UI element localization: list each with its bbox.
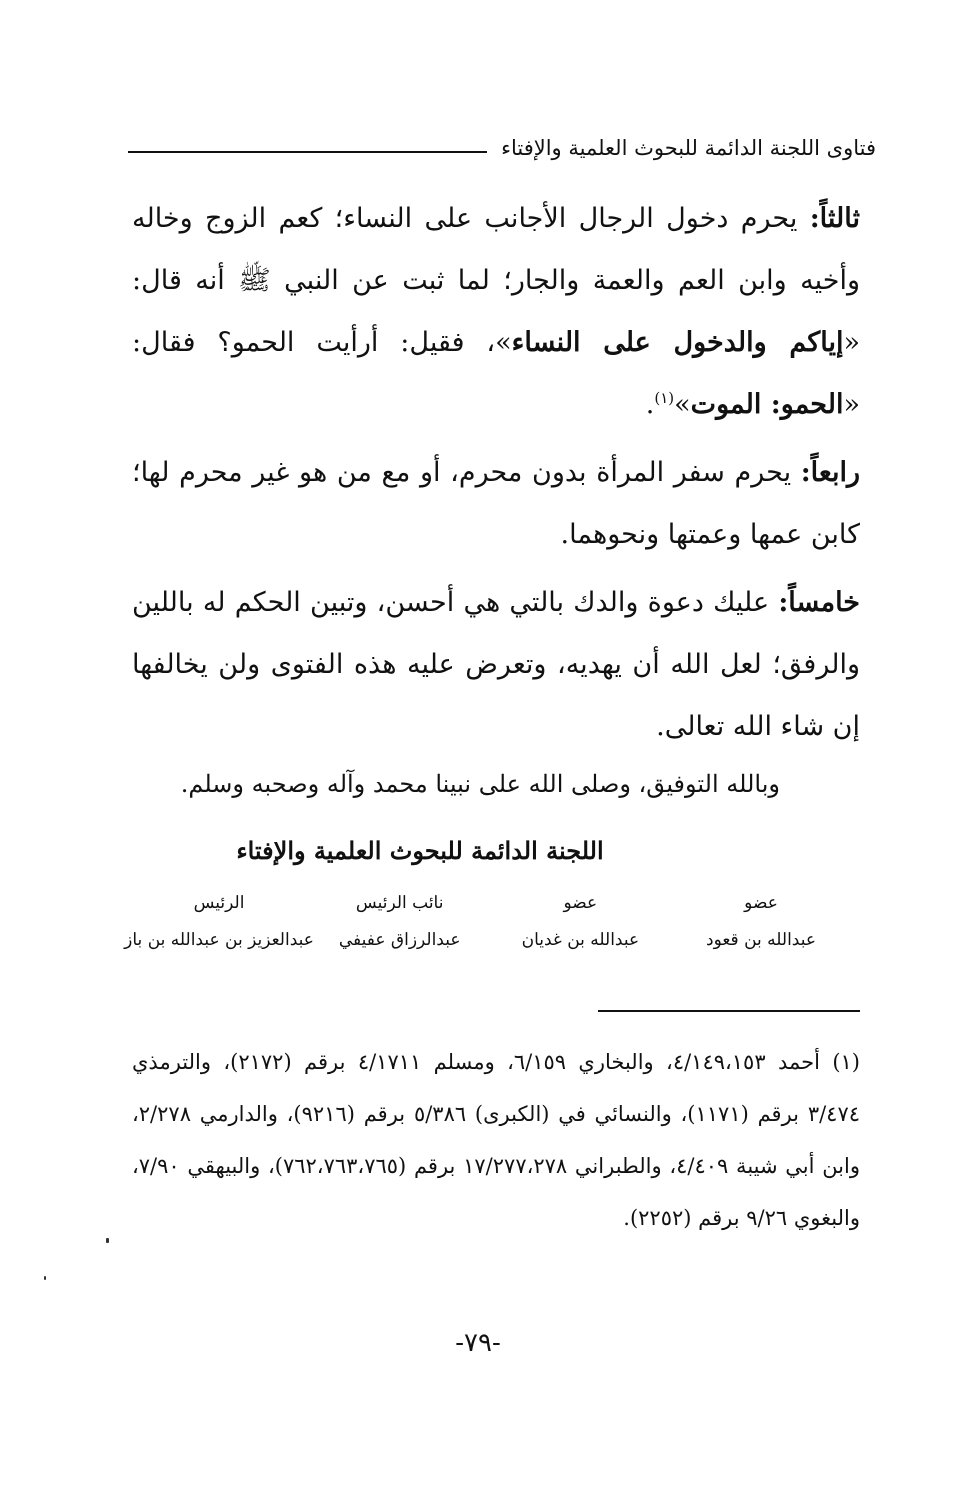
paragraph-fourth [132,442,860,566]
header-rule [128,151,487,153]
committee-title: اللجنة الدائمة للبحوث العلمية والإفتاء [236,836,604,865]
running-header [128,128,876,168]
paragraph-text: » [674,389,691,420]
signatory [315,888,485,950]
paragraph-text: يحرم سفر المرأة بدون محرم، أو مع من هو غير محرم لها؛ كابن عمها وعمتها ونحوهما. [132,457,860,550]
footnote-item: (١) أحمد ٤/١٤٩،١٥٣، والبخاري ٦/١٥٩، ومسلم ٤/١٧١١ برقم (٢١٧٢)، والترمذي ٣/٤٧٤ برقم (١١٧١)، والنسائي في (الكبرى) ٥/٣٨٦ برقم (٩٢١٦)، والدارمي ٢/٢٧٨، وابن أبي شيبة ٤/٤٠٩، والطبراني ١٧/٢٧٧،٢٧٨ برقم (٧٦٢،٧٦٣،٧٦٥)، والبيهقي ٧/٩٠، والبغوي ٩/٢٦ برقم (٢٢٥٢). [132,1050,861,1230]
paragraph-text: . [645,389,655,420]
signatory [124,888,314,950]
main-text [132,188,860,758]
paragraph-fifth [132,572,860,758]
signatory-role: عضو [563,893,598,913]
page-number: -٧٩- [455,1328,501,1358]
hadith-quote: إياكم والدخول على النساء [511,327,844,358]
paragraph-text: عليك دعوة والدك بالتي هي أحسن، وتبين الحكم له باللين والرفق؛ لعل الله أن يهديه، وتعرض عليه هذه الفتوى ولن يخالفها إن شاء الله تعالى. [132,587,860,742]
footnote-reference[interactable]: (١) [654,389,675,407]
signatory-role: نائب الرئيس [355,893,444,913]
hadith-quote: الحمو: الموت [690,389,844,420]
paragraph-third [132,188,860,436]
paragraph-label: خامساً: [778,587,860,618]
paragraph-text: »، فقيل: أرأيت الحمو؟ فقال: « [132,327,860,420]
signatory-name: عبدالعزيز بن عبدالله بن باز [124,930,314,950]
signatory [676,888,846,950]
signatories [124,888,846,950]
running-header-title: فتاوى اللجنة الدائمة للبحوث العلمية والإفتاء [501,136,876,160]
paragraph-label: ثالثاً: [809,203,860,234]
footnotes [132,1036,860,1244]
paragraph-label: رابعاً: [800,457,860,488]
scan-speck [44,1276,46,1280]
signatory-name: عبدالرزاق عفيفي [338,930,461,950]
footnote-divider [598,1010,860,1012]
signatory-role: عضو [744,893,778,913]
paragraph-text: يحرم دخول الرجال الأجانب على النساء؛ كعم الزوج وخاله وأخيه وابن العم والعمة والجار؛ لما ثبت عن النبي ﷺ أنه قال: « [132,203,860,358]
signatory-name: عبدالله بن قعود [706,930,817,950]
signatory-name: عبدالله بن غديان [521,930,640,950]
scan-speck [106,1238,109,1243]
signatory-role: الرئيس [193,893,245,913]
closing-line: وبالله التوفيق، وصلى الله على نبينا محمد وآله وصحبه وسلم. [180,770,780,798]
signatory [495,888,665,950]
